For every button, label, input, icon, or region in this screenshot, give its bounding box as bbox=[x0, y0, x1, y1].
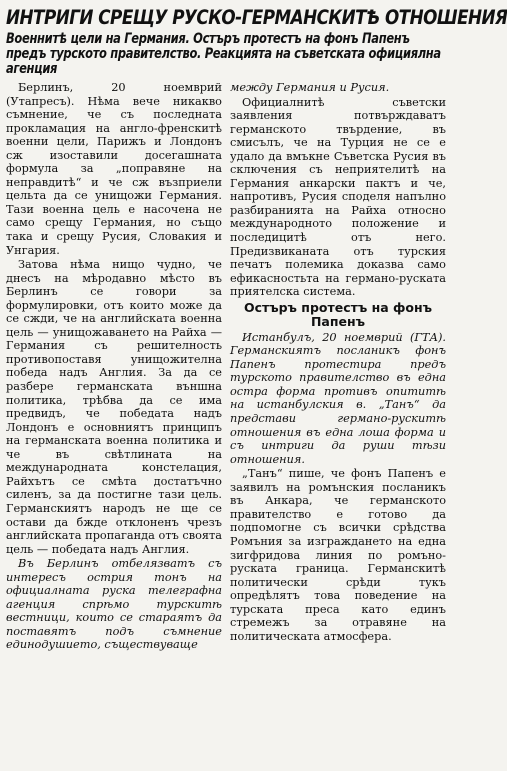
paragraph-istanbul-dispatch: Истанбулъ, 20 ноемврий (ГТА). Германскиятъ посланикъ фонъ Папенъ протестира предъ турското правителство въ една остра форма противъ опититѣ на истанбулския в. „Танъ“ да представи германо-рускитѣ отношения въ една лоша форма и съ интриги да руши тѣзи отношения. bbox=[230, 330, 446, 466]
headline: ИНТРИГИ СРЕЩУ РУСКО-ГЕРМАНСКИТѢ ОТНОШЕНИЯ bbox=[6, 6, 507, 29]
paragraph-berlin-dispatch: Берлинъ, 20 ноемврий (Утапресъ). Нѣма вече никакво съмнение, че съ последната прокламация на англо-френскитѣ военни цели, Парижъ и Лондонъ сж изоставили досегашната формула за „поправяне на неправдитѣ“ и че сж възприели цельта да се унищожи Германия. Тази военна цель е насочена не само срещу Германия, но също така и срещу Русия, Словакия и Унгария. bbox=[6, 81, 222, 257]
section-heading-papen-protest: Остъръ протестъ на фонъ Папенъ bbox=[243, 299, 433, 329]
column-left bbox=[6, 81, 222, 653]
paragraph-soviet-agency: Въ Берлинъ отбелязватъ съ интересъ острия тонъ на официалната руска телеграфна агенция спрѣмо турскитѣ вестници, които се стараятъ да поставятъ подъ съмнение единодушието, съществуваще bbox=[6, 557, 222, 652]
paragraph-soviet-statements: Официалнитѣ съветски заявления потвърждаватъ германското твърдение, въ смисълъ, че на Турция не се е удало да вмъкне Съветска Русия въ сключения съ неприятелитѣ на Германия анкарски пактъ и че, напротивъ, Русия споделя напълно разбиранията на Райха относно международното положение и последицитѣ отъ него. Предизвиканата отъ турския печатъ полемика доказва само ефикасностьта на германо-руската приятелска система. bbox=[230, 95, 446, 299]
column-right bbox=[230, 81, 446, 653]
paragraph-continuation: между Германия и Русия. bbox=[230, 81, 390, 94]
subheadline: Военнитѣ цели на Германия. Остъръ протестъ на фонъ Папенъ предъ турското правителство. Реакцията на съветската официялна агенция bbox=[6, 31, 441, 77]
paragraph-german-war-aims: Затова нѣма нищо чудно, че днесъ на мѣродавно мѣсто въ Берлинъ се говори за формулировки, отъ които може да се сжди, че на английската военна цель — унищожаването на Райха — Германия съ решителность противопоставя унищожителна победа надъ Англия. За да се разбере германската външна политика, трѣбва да се има предвидъ, че победата надъ Лондонъ е основниятъ принципъ на германската военна политика и че въ свѣтлината на международната констелация, Райхътъ се смѣта достатъчно силенъ, за да постигне тази цель. Германскиятъ народъ не ще се остави да бжде отклоненъ чрезъ английската пропаганда отъ своята цель — победата надъ Англия. bbox=[6, 258, 222, 556]
article-columns bbox=[6, 81, 448, 653]
paragraph-tan-report: „Танъ“ пише, че фонъ Папенъ е заявилъ на ромънския посланикъ въ Анкара, че германското правителство е готово да подпомогне съ всички срѣдства Ромъния за изграждането на една зигфридова линия по ромъно-руската граница. Германскитѣ политически срѣди тукъ опредѣлятъ това поведение на турската преса като единъ стремежъ за отравяне на политическата атмосфера. bbox=[230, 467, 446, 643]
